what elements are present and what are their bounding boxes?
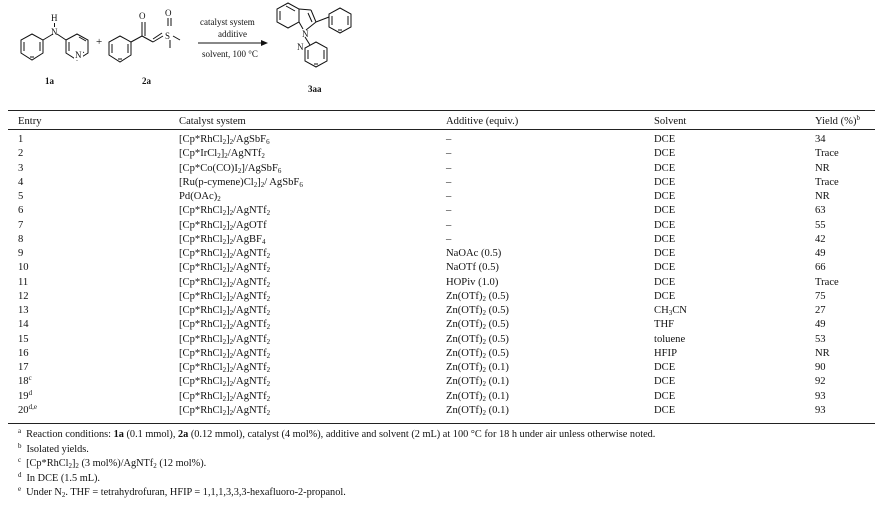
additive-cell: – (446, 233, 452, 245)
additive-cell: – (446, 134, 452, 145)
entry-cell: 13 (18, 305, 29, 316)
entry-cell: 12 (18, 290, 29, 302)
additive-cell: $Zn(OTf)_2$ (0.1) (446, 390, 509, 403)
entry-cell: 9 (18, 248, 24, 259)
catalyst-cell: $[Cp*RhCl_2]_2/AgNTf_2$ (179, 305, 271, 317)
entry-cell: 3 (18, 162, 24, 174)
solvent-cell: DCE (654, 262, 676, 274)
solvent-cell: DCE (654, 134, 676, 145)
2a-sulfoxonium-o: O (165, 8, 172, 18)
additive-cell: – (446, 162, 452, 174)
additive-cell: $Zn(OTf)_2$ (0.1) (446, 376, 509, 389)
solvent-cell: DCE (654, 276, 676, 288)
solvent-cell: DCE (654, 376, 676, 388)
table-footnotes (18, 428, 655, 501)
solvent-cell: DCE (654, 191, 676, 202)
solvent-cell: DCE (654, 219, 676, 231)
label-3aa: 3aa (308, 84, 322, 94)
arrow-condition-catalyst: catalyst system (200, 17, 255, 27)
additive-cell: HOPiv (1.0) (446, 276, 499, 288)
catalyst-cell: $[Cp*RhCl_2]_2/AgNTf_2$ (179, 319, 271, 332)
entry-cell: 2 (18, 148, 24, 160)
table-bottom-rule (8, 423, 875, 424)
entry-cell: 7 (18, 219, 24, 231)
solvent-cell: DCE (654, 162, 676, 174)
yield-cell: NR (815, 162, 830, 174)
yield-cell: 93 (815, 404, 826, 416)
3aa-indole-n: N (302, 29, 309, 39)
entry-cell: 4 (18, 176, 24, 188)
yield-cell: 55 (815, 219, 826, 231)
catalyst-cell: $[Ru(p-cymene)Cl_2]_2/$ AgSbF$_6$ (179, 176, 303, 189)
header-solvent: Solvent (654, 116, 687, 127)
additive-cell: – (446, 148, 452, 160)
additive-cell: – (446, 219, 452, 231)
yield-cell: 42 (815, 233, 826, 245)
additive-cell: $Zn(OTf)_2$ (0.5) (446, 305, 509, 317)
entry-cell: 10 (18, 262, 29, 274)
plus-sign: + (96, 36, 103, 48)
1a-nh-h: H (51, 13, 58, 23)
solvent-cell: DCE (654, 148, 676, 160)
yield-cell: Trace (815, 276, 839, 288)
solvent-cell: DCE (654, 404, 676, 416)
1a-nh-n: N (51, 27, 58, 37)
header-catalyst: Catalyst system (179, 116, 246, 127)
catalyst-cell: $[Cp*RhCl_2]_2$/AgOTf (179, 219, 267, 232)
solvent-cell: DCE (654, 390, 676, 402)
footnote-a: $^a$ Reaction conditions: 1a (0.1 mmol), 2a (0.12 mmol), catalyst (4 mol%), additive and solvent (2 mL) at 100 °C for 18 h under air unless otherwise noted. (18, 427, 656, 440)
header-yield (815, 115, 860, 129)
catalyst-cell: $[Cp*IrCl_2]_2/AgNTf_2$ (179, 148, 265, 161)
entry-cell: 14 (18, 319, 29, 331)
entry-cell: 5 (18, 191, 24, 202)
entry-cell: 16 (18, 347, 29, 359)
footnote-d: $^d$ In DCE (1.5 mL). (18, 470, 100, 484)
yield-cell: 93 (815, 390, 826, 402)
label-2a: 2a (142, 76, 151, 86)
table-top-rule (8, 110, 875, 111)
catalyst-cell: $[Cp*RhCl_2]_2/AgNTf_2$ (179, 290, 271, 303)
catalyst-cell: $[Cp*RhCl_2]_2/AgNTf_2$ (179, 347, 271, 360)
additive-cell: NaOTf (0.5) (446, 262, 499, 274)
additive-cell: $Zn(OTf)_2$ (0.5) (446, 333, 509, 346)
solvent-cell: DCE (654, 233, 676, 245)
catalyst-cell: $[Cp*RhCl_2]_2/AgNTf_2$ (179, 333, 271, 346)
additive-cell: $Zn(OTf)_2$ (0.5) (446, 290, 509, 303)
yield-cell: 27 (815, 305, 826, 316)
additive-cell: $Zn(OTf)_2$ (0.5) (446, 319, 509, 332)
header-entry: Entry (18, 116, 42, 127)
footnote-c: $^c$ $[Cp*RhCl_2]_2$ (3 mol%)/AgNTf$_2$ (12 mol%). (18, 456, 207, 471)
arrow-condition-solvent: solvent, 100 °C (202, 49, 258, 59)
table-header-rule (8, 129, 875, 130)
footnote-b: $^b$ Isolated yields. (18, 441, 89, 455)
entry-cell: 1 (18, 134, 24, 145)
catalyst-cell: $[Cp*RhCl_2]_2/AgNTf_2$ (179, 262, 271, 275)
arrow-condition-additive: additive (218, 29, 247, 39)
catalyst-cell: $Pd(OAc)_2$ (179, 191, 221, 203)
additive-cell: – (446, 205, 452, 217)
catalyst-cell: $[Cp*RhCl_2]_2/AgNTf_2$ (179, 205, 271, 218)
entry-cell: 6 (18, 205, 24, 217)
entry-cell: 18$^c$ (18, 374, 32, 388)
yield-cell: 53 (815, 333, 826, 345)
additive-cell: NaOAc (0.5) (446, 248, 502, 259)
label-1a: 1a (45, 76, 54, 86)
additive-cell: – (446, 176, 452, 188)
3aa-pyridine-n: N (297, 42, 304, 52)
catalyst-cell: $[Cp*RhCl_2]_2/AgNTf_2$ (179, 362, 271, 374)
catalyst-cell: $[Cp*RhCl_2]_2/AgBF_4$ (179, 233, 266, 246)
yield-cell: 49 (815, 319, 826, 331)
reaction-arrowhead (261, 40, 268, 46)
solvent-cell: DCE (654, 205, 676, 217)
catalyst-cell: $[Cp*RhCl_2]_2/AgNTf_2$ (179, 376, 271, 389)
solvent-cell: HFIP (654, 347, 677, 359)
yield-cell: NR (815, 347, 830, 359)
entry-cell: 11 (18, 276, 29, 288)
solvent-cell: $CH_3CN$ (654, 305, 687, 317)
product-3aa-structure (277, 3, 351, 67)
yield-cell: 92 (815, 376, 826, 388)
header-additive: Additive (equiv.) (446, 116, 519, 127)
yield-cell: 66 (815, 262, 826, 274)
yield-cell: Trace (815, 176, 839, 188)
catalyst-cell: $[Cp*RhCl_2]_2/AgSbF_6$ (179, 134, 270, 146)
entry-cell: 17 (18, 362, 29, 373)
entry-cell: 8 (18, 233, 24, 245)
2a-sulfur: S (165, 31, 171, 41)
solvent-cell: DCE (654, 290, 676, 302)
solvent-cell: DCE (654, 176, 676, 188)
additive-cell: $Zn(OTf)_2$ (0.5) (446, 347, 509, 360)
additive-cell: – (446, 191, 452, 202)
yield-cell: 49 (815, 248, 826, 259)
solvent-cell: THF (654, 319, 675, 331)
yield-cell: 75 (815, 290, 826, 302)
header-yield-footnote-mark: b (856, 114, 860, 122)
yield-cell: Trace (815, 148, 839, 160)
catalyst-cell: $[Cp*RhCl_2]_2/AgNTf_2$ (179, 276, 271, 289)
solvent-cell: DCE (654, 362, 676, 373)
2a-carbonyl-o: O (139, 11, 146, 21)
entry-cell: 19$^d$ (18, 388, 33, 402)
yield-cell: 63 (815, 205, 826, 217)
catalyst-cell: $[Cp*RhCl_2]_2/AgNTf_2$ (179, 404, 271, 417)
catalyst-cell: $[Cp*Co(CO)I_2]/AgSbF_6$ (179, 162, 282, 175)
yield-cell: NR (815, 191, 830, 202)
header-yield-label: Yield (%) (815, 116, 857, 127)
solvent-cell: toluene (654, 333, 686, 345)
entry-cell: 15 (18, 333, 29, 345)
1a-pyridine-n: N (75, 50, 82, 60)
reaction-scheme (0, 0, 890, 105)
yield-cell: 90 (815, 362, 826, 373)
catalyst-cell: $[Cp*RhCl_2]_2/AgNTf_2$ (179, 248, 271, 260)
entry-cell: 20$^{d,e}$ (18, 402, 37, 416)
additive-cell: $Zn(OTf)_2$ (0.1) (446, 362, 509, 374)
yield-cell: 34 (815, 134, 826, 145)
solvent-cell: DCE (654, 248, 676, 259)
additive-cell: $Zn(OTf)_2$ (0.1) (446, 404, 509, 417)
catalyst-cell: $[Cp*RhCl_2]_2/AgNTf_2$ (179, 390, 271, 403)
footnote-e: $^e$ Under $N_2$. THF = tetrahydrofuran, HFIP = 1,1,1,3,3,3-hexafluoro-2-propanol. (18, 485, 346, 500)
